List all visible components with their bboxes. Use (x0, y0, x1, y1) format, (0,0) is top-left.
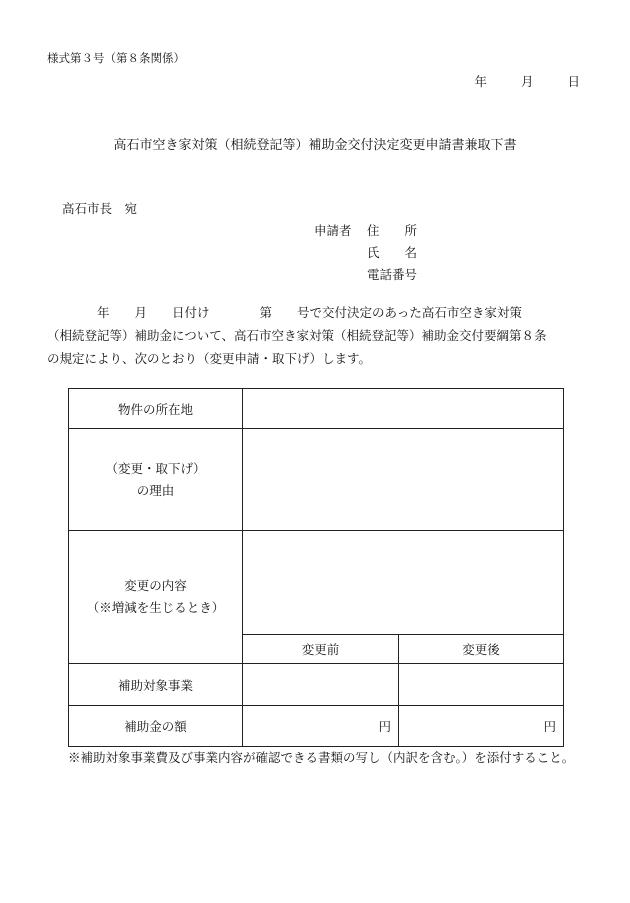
reason-label-line2: の理由 (136, 482, 175, 498)
body-line-3: の規定により、次のとおり（変更申請・取下げ）します。 (47, 351, 372, 366)
reason-label (69, 429, 243, 531)
body-line-1: 年 月 日付け 第 号で交付決定のあった高石市空き家対策 (47, 305, 522, 320)
location-field[interactable] (243, 389, 564, 429)
applicant-phone-label: 電話番号 (367, 267, 418, 282)
after-header: 変更後 (399, 635, 564, 664)
change-content-field[interactable] (243, 531, 564, 635)
date-month: 月 (520, 74, 534, 89)
form-number: 様式第３号（第８条関係） (47, 51, 185, 65)
change-label-line2: （※増減を生じるとき） (86, 600, 225, 615)
project-after-field[interactable] (399, 664, 564, 706)
project-label: 補助対象事業 (69, 664, 243, 706)
applicant-label: 申請者 (314, 223, 352, 238)
document-title: 高石市空き家対策（相続登記等）補助金交付決定変更申請書兼取下書 (113, 138, 517, 153)
date-day: 日 (567, 74, 580, 89)
project-before-field[interactable] (243, 664, 399, 706)
attachment-note: ※補助対象事業費及び事業内容が確認できる書類の写し（内訳を含む。）を添付すること。 (68, 750, 575, 765)
applicant-address-label: 住 所 (367, 223, 418, 238)
amount-after-field[interactable] (399, 706, 564, 747)
reason-field[interactable] (243, 429, 564, 531)
applicant-block (314, 220, 417, 286)
body-line-2: （相続登記等）補助金について、高石市空き家対策（相続登記等）補助金交付要綱第８条 (47, 328, 547, 343)
location-label: 物件の所在地 (69, 389, 243, 429)
yen-before-unit: 円 (378, 719, 391, 734)
change-label-line1: 変更の内容 (124, 578, 187, 593)
body-paragraph (47, 301, 583, 370)
reason-label-line1: （変更・取下げ） (105, 460, 206, 476)
date-year: 年 (474, 74, 487, 89)
amount-label: 補助金の額 (69, 706, 243, 747)
addressee: 高石市長 宛 (62, 201, 138, 216)
before-header: 変更前 (243, 635, 399, 664)
change-content-label (69, 531, 243, 664)
amount-before-field[interactable] (243, 706, 399, 747)
yen-after-unit: 円 (543, 719, 556, 734)
applicant-name-label: 氏 名 (367, 245, 418, 260)
date-line (474, 72, 580, 90)
application-table (68, 388, 564, 747)
